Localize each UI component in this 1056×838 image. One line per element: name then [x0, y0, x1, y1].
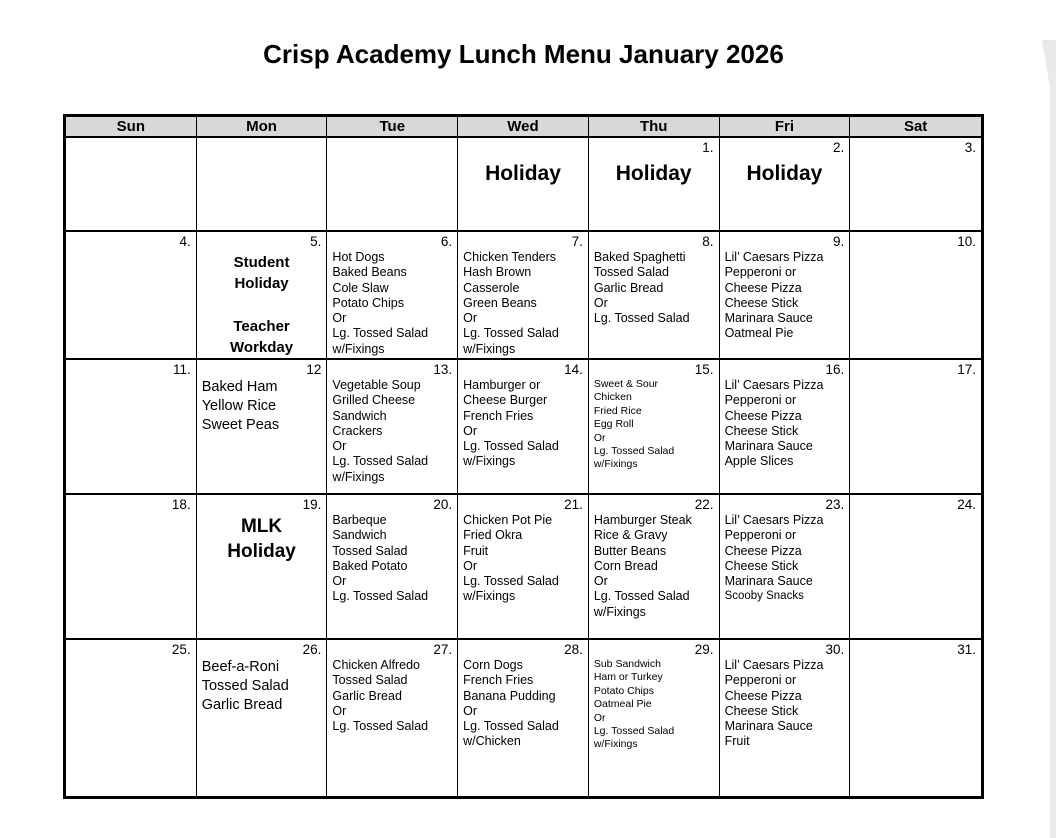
menu-line: Pepperoni or	[724, 673, 797, 688]
menu-line: Fruit	[463, 543, 489, 558]
day-header-wed: Wed	[458, 117, 589, 136]
day-cell	[66, 640, 197, 796]
menu-line: w/Fixings	[593, 458, 638, 471]
day-cell	[197, 138, 328, 230]
day-number: 18.	[171, 497, 191, 512]
menu-line: Tossed Salad	[332, 543, 408, 558]
menu-line: Cheese Burger	[463, 393, 548, 408]
day-header-thu: Thu	[589, 117, 720, 136]
menu-line: Sandwich	[332, 528, 387, 543]
holiday-label-line: Teacher	[233, 318, 290, 335]
menu-line: Lil’ Caesars Pizza	[724, 513, 824, 527]
menu-list	[461, 513, 585, 605]
menu-line: Vegetable Soup	[332, 378, 421, 392]
menu-line: Or	[463, 558, 478, 573]
day-cell	[589, 640, 720, 796]
day-cell	[327, 640, 458, 796]
menu-list	[723, 378, 847, 470]
day-number: 17.	[957, 362, 976, 377]
menu-line: Or	[463, 423, 478, 438]
holiday-label-line: Holiday	[227, 541, 296, 562]
menu-line: Casserole	[463, 280, 520, 295]
menu-line: Marinara Sauce	[724, 311, 813, 326]
menu-line: Chicken	[593, 391, 632, 404]
menu-line: Scooby Snacks	[724, 590, 804, 603]
menu-line: w/Chicken	[463, 734, 521, 749]
day-cell	[720, 138, 851, 230]
menu-line: Or	[463, 311, 478, 326]
week-row	[66, 138, 981, 232]
holiday-label-line: Workday	[230, 339, 294, 356]
menu-line: w/Fixings	[463, 454, 516, 469]
menu-line: Garlic Bread	[201, 697, 283, 713]
menu-line: Yellow Rice	[201, 398, 277, 414]
menu-line: Lg. Tossed Salad	[332, 454, 429, 469]
menu-line: Fried Okra	[463, 528, 523, 543]
day-number: 6.	[440, 234, 453, 249]
holiday-label-line: Holiday	[746, 162, 823, 185]
day-cell	[66, 495, 197, 638]
day-number: 1.	[702, 140, 714, 155]
day-number: 16.	[825, 362, 845, 377]
menu-line: Cheese Stick	[724, 703, 799, 718]
day-cell	[458, 495, 589, 638]
menu-line: Potato Chips	[593, 684, 654, 697]
day-number: 25.	[171, 642, 191, 657]
holiday-label-line: Student	[233, 254, 290, 271]
day-cell	[589, 360, 720, 493]
menu-list	[200, 658, 324, 715]
menu-line: French Fries	[463, 673, 534, 688]
menu-line: Lg. Tossed Salad	[593, 445, 675, 458]
menu-list	[592, 250, 716, 326]
spacer	[200, 294, 324, 316]
day-cell	[720, 360, 851, 493]
holiday-label-line: Holiday	[234, 275, 289, 292]
day-number: 30.	[825, 642, 845, 657]
menu-line: w/Fixings	[463, 589, 516, 604]
day-number: 21.	[564, 497, 583, 512]
menu-line: Lg. Tossed Salad	[463, 719, 559, 734]
menu-line: Or	[593, 574, 608, 589]
menu-line: Fried Rice	[593, 404, 642, 417]
menu-list	[461, 250, 585, 357]
menu-line: Or	[593, 711, 606, 724]
menu-line: Hamburger or	[463, 378, 541, 392]
week-row	[66, 495, 981, 640]
menu-line: Sub Sandwich	[593, 658, 661, 670]
menu-line: Hamburger Steak	[593, 513, 692, 527]
menu-line: Lg. Tossed Salad	[463, 439, 559, 454]
day-cell	[458, 640, 589, 796]
day-cell	[327, 495, 458, 638]
menu-line: Rice & Gravy	[593, 528, 668, 543]
day-cell	[66, 232, 197, 358]
menu-line: Marinara Sauce	[724, 719, 813, 734]
day-number: 14.	[564, 362, 583, 377]
holiday-label-line: Holiday	[485, 162, 561, 185]
day-cell	[720, 640, 851, 796]
day-cell	[720, 495, 851, 638]
day-header-mon: Mon	[197, 117, 328, 136]
menu-list	[461, 378, 585, 470]
menu-line: Or	[332, 311, 347, 326]
menu-line: Lg. Tossed Salad	[593, 311, 690, 326]
menu-line: Pepperoni or	[724, 393, 797, 408]
day-header-tue: Tue	[327, 117, 458, 136]
day-cell	[850, 138, 981, 230]
menu-line: Oatmeal Pie	[724, 326, 794, 341]
day-cell	[589, 495, 720, 638]
day-number: 31.	[957, 642, 976, 657]
menu-line: Baked Ham	[201, 379, 278, 395]
menu-line: Sandwich	[332, 408, 387, 423]
day-number: 20.	[433, 497, 453, 512]
menu-list	[723, 513, 847, 604]
menu-line: Cheese Stick	[724, 423, 799, 438]
day-number: 24.	[957, 497, 976, 512]
menu-line: Egg Roll	[593, 418, 634, 431]
day-number: 5.	[310, 234, 322, 249]
menu-line: Baked Spaghetti	[593, 250, 686, 264]
menu-line: Cheese Pizza	[724, 408, 802, 423]
day-header-fri: Fri	[720, 117, 851, 136]
holiday-label	[723, 161, 847, 187]
menu-line: Fruit	[724, 734, 750, 749]
menu-line: Lil’ Caesars Pizza	[724, 378, 824, 392]
menu-line: Beef-a-Roni	[201, 659, 280, 675]
menu-list	[592, 658, 716, 752]
menu-line: Grilled Cheese	[332, 393, 416, 408]
day-header-sun: Sun	[66, 117, 197, 136]
day-number: 12	[306, 362, 322, 377]
menu-line: Or	[593, 295, 608, 310]
day-number: 28.	[564, 642, 583, 657]
day-cell	[197, 495, 328, 638]
menu-line: Sweet Peas	[201, 417, 280, 433]
day-number: 11.	[172, 362, 191, 377]
menu-line: Crackers	[332, 423, 383, 438]
lunch-menu-calendar	[63, 114, 984, 799]
holiday-label	[200, 252, 324, 358]
menu-line: Chicken Tenders	[463, 250, 557, 264]
day-number: 19.	[302, 497, 322, 512]
day-number: 26.	[302, 642, 322, 657]
menu-line: Cheese Pizza	[724, 688, 802, 703]
menu-line: Or	[332, 574, 347, 589]
menu-line: Ham or Turkey	[593, 671, 663, 684]
menu-line: Barbeque	[332, 513, 387, 527]
day-number: 8.	[702, 234, 714, 249]
day-cell	[66, 138, 197, 230]
day-cell	[327, 138, 458, 230]
menu-line: Lil’ Caesars Pizza	[724, 658, 824, 672]
menu-line: Garlic Bread	[332, 688, 402, 703]
day-number: 4.	[179, 234, 191, 249]
holiday-label	[200, 514, 324, 564]
day-cell	[850, 495, 981, 638]
day-number: 15.	[694, 362, 714, 377]
menu-list	[200, 378, 324, 435]
menu-line: Potato Chips	[332, 295, 404, 310]
menu-list	[330, 658, 454, 734]
day-number	[330, 139, 454, 156]
menu-line: Marinara Sauce	[724, 574, 813, 589]
day-number: 10.	[957, 234, 976, 249]
menu-line: w/Fixings	[593, 738, 638, 751]
calendar-weeks	[66, 138, 981, 796]
day-number: 2.	[833, 140, 845, 155]
menu-line: Lg. Tossed Salad	[463, 574, 559, 589]
menu-line: Chicken Pot Pie	[463, 513, 553, 527]
menu-list	[330, 250, 454, 357]
menu-line: Lg. Tossed Salad	[332, 326, 429, 341]
menu-line: Pepperoni or	[724, 265, 797, 280]
menu-line: Lg. Tossed Salad	[463, 326, 559, 341]
menu-line: Green Beans	[463, 295, 537, 310]
menu-line: Or	[463, 703, 478, 718]
menu-line: Apple Slices	[724, 454, 794, 469]
menu-line: Butter Beans	[593, 543, 667, 558]
menu-list	[723, 250, 847, 342]
day-cell	[850, 232, 981, 358]
menu-line: Cole Slaw	[332, 280, 389, 295]
menu-line: Cheese Stick	[724, 558, 799, 573]
day-number	[461, 139, 585, 156]
menu-line: Tossed Salad	[201, 678, 289, 694]
day-number: 27.	[433, 642, 453, 657]
day-cell	[327, 232, 458, 358]
day-cell	[720, 232, 851, 358]
day-cell	[66, 360, 197, 493]
day-number: 3.	[964, 140, 976, 155]
menu-line: Cheese Stick	[724, 295, 799, 310]
menu-line: Baked Potato	[332, 558, 408, 573]
day-cell	[458, 360, 589, 493]
day-number	[69, 139, 193, 156]
menu-line: Or	[332, 703, 347, 718]
menu-line: Lg. Tossed Salad	[332, 719, 429, 734]
menu-line: Baked Beans	[332, 265, 407, 280]
menu-line: Hash Brown	[463, 265, 532, 280]
menu-line: Lil’ Caesars Pizza	[724, 250, 824, 264]
day-cell	[327, 360, 458, 493]
menu-line: Oatmeal Pie	[593, 698, 652, 711]
menu-line: Lg. Tossed Salad	[332, 589, 429, 604]
week-row	[66, 640, 981, 796]
holiday-label	[461, 161, 585, 187]
menu-line: French Fries	[463, 408, 534, 423]
menu-line: Marinara Sauce	[724, 439, 813, 454]
menu-line: w/Fixings	[463, 341, 516, 356]
day-cell	[850, 640, 981, 796]
week-row	[66, 360, 981, 495]
day-number: 9.	[833, 234, 845, 249]
day-cell	[458, 232, 589, 358]
week-row	[66, 232, 981, 360]
weekday-header-row	[66, 117, 981, 138]
menu-line: Or	[593, 431, 606, 444]
menu-line: w/Fixings	[332, 469, 385, 484]
day-number: 23.	[825, 497, 845, 512]
day-number: 13.	[433, 362, 453, 377]
day-cell	[197, 360, 328, 493]
menu-line: Tossed Salad	[332, 673, 408, 688]
menu-list	[461, 658, 585, 750]
day-cell	[197, 640, 328, 796]
menu-list	[330, 513, 454, 605]
holiday-label	[592, 161, 716, 187]
menu-line: Hot Dogs	[332, 250, 385, 264]
day-number: 29.	[694, 642, 714, 657]
menu-list	[592, 513, 716, 620]
menu-line: Garlic Bread	[593, 280, 664, 295]
menu-line: Sweet & Sour	[593, 378, 659, 390]
menu-list	[592, 378, 716, 472]
menu-line: w/Fixings	[332, 341, 385, 356]
menu-list	[330, 378, 454, 485]
menu-line: Pepperoni or	[724, 528, 797, 543]
menu-line: Corn Dogs	[463, 658, 523, 672]
holiday-label-line: MLK	[240, 516, 283, 537]
day-cell	[589, 232, 720, 358]
day-number: 22.	[694, 497, 714, 512]
day-cell	[458, 138, 589, 230]
day-cell	[589, 138, 720, 230]
page-title: Crisp Academy Lunch Menu January 2026	[263, 39, 784, 69]
menu-line: Lg. Tossed Salad	[593, 725, 675, 738]
menu-line: Tossed Salad	[593, 265, 669, 280]
menu-line: Lg. Tossed Salad	[593, 589, 690, 604]
day-cell	[197, 232, 328, 358]
menu-line: Corn Bread	[593, 558, 658, 573]
menu-line: w/Fixings	[593, 604, 646, 619]
menu-line: Banana Pudding	[463, 688, 556, 703]
menu-list	[723, 658, 847, 750]
menu-line: Or	[332, 439, 347, 454]
day-cell	[850, 360, 981, 493]
page-edge-shadow	[1042, 40, 1056, 838]
day-number: 7.	[571, 234, 583, 249]
holiday-label-line: Holiday	[615, 162, 692, 185]
menu-line: Chicken Alfredo	[332, 658, 420, 672]
menu-line: Cheese Pizza	[724, 543, 802, 558]
menu-line: Cheese Pizza	[724, 280, 802, 295]
day-number	[200, 139, 324, 156]
day-header-sat: Sat	[903, 118, 928, 135]
